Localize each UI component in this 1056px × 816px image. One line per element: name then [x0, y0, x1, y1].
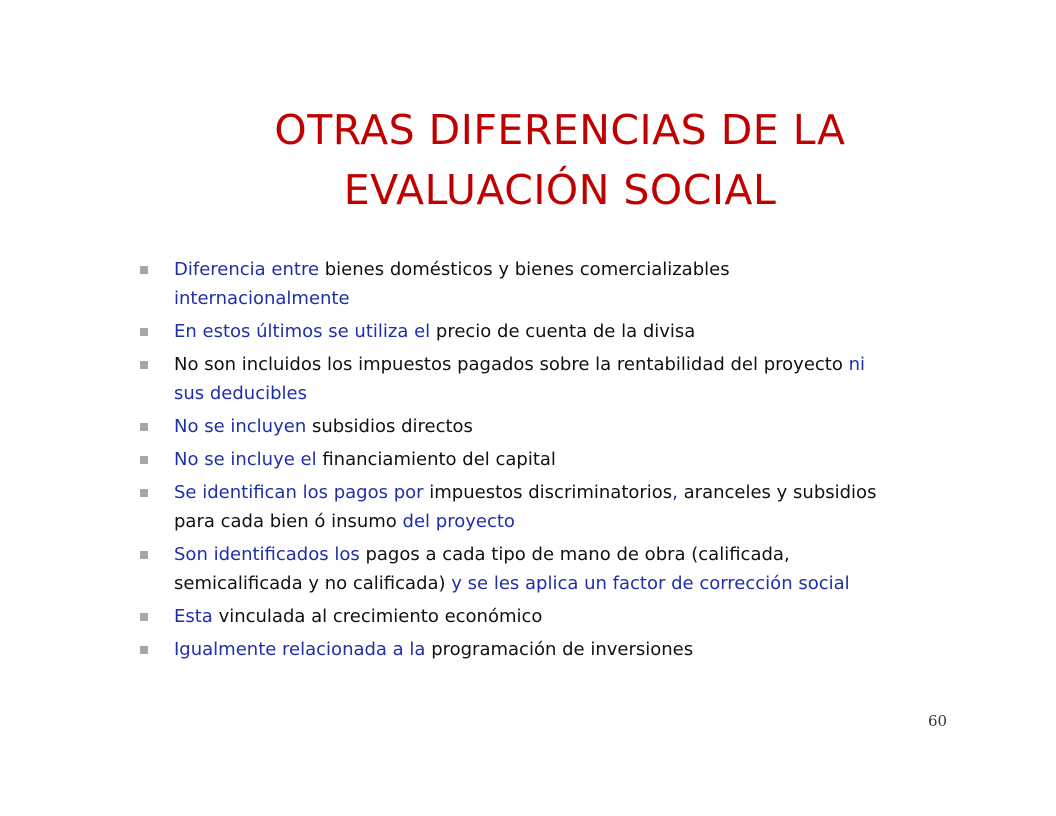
body-text: aranceles y subsidios para cada bien ó insumo [174, 482, 877, 532]
bullet-item [140, 478, 900, 536]
bullet-item [140, 412, 900, 441]
square-bullet-icon [140, 361, 148, 369]
body-text: subsidios directos [306, 416, 473, 437]
bullet-item [140, 635, 900, 664]
body-text: financiamiento del capital [316, 449, 556, 470]
highlighted-text: Se identifican los pagos por [174, 482, 424, 503]
body-text: vinculada al crecimiento económico [212, 606, 543, 627]
title-line-1: OTRAS DIFERENCIAS DE LA [274, 106, 846, 154]
body-text: programación de inversiones [425, 639, 694, 660]
highlighted-text: Esta [174, 606, 213, 627]
square-bullet-icon [140, 266, 148, 274]
body-text: precio de cuenta de la divisa [430, 321, 696, 342]
page-number: 60 [928, 712, 948, 730]
highlighted-text: Diferencia entre [174, 259, 320, 280]
highlighted-text: Son identificados los [174, 544, 360, 565]
highlighted-text: Igualmente relacionada a la [174, 639, 426, 660]
square-bullet-icon [140, 551, 148, 559]
highlighted-text: , [672, 482, 678, 503]
square-bullet-icon [140, 456, 148, 464]
bullet-item [140, 317, 900, 346]
highlighted-text: No se incluye el [174, 449, 317, 470]
square-bullet-icon [140, 423, 148, 431]
square-bullet-icon [140, 646, 148, 654]
highlighted-text: internacionalmente [174, 288, 350, 309]
highlighted-text: del proyecto [402, 511, 515, 532]
square-bullet-icon [140, 613, 148, 621]
bullet-item [140, 350, 900, 408]
bullet-item [140, 602, 900, 631]
square-bullet-icon [140, 489, 148, 497]
slide-title [120, 100, 1000, 220]
body-text: No son incluidos los impuestos pagados sobre la rentabilidad del proyecto [174, 354, 849, 375]
highlighted-text: En estos últimos se utiliza el [174, 321, 431, 342]
body-text: bienes domésticos y bienes comercializables [319, 259, 730, 280]
body-text: impuestos discriminatorios [423, 482, 673, 503]
highlighted-text: ni sus deducibles [174, 354, 866, 404]
bullet-item [140, 445, 900, 474]
bullet-list [140, 255, 900, 668]
highlighted-text: y se les aplica un factor de corrección social [445, 573, 850, 594]
highlighted-text: No se incluyen [174, 416, 307, 437]
body-text: pagos a cada tipo de mano de obra (calificada, semicalificada y no calificada) [174, 544, 790, 594]
bullet-item [140, 255, 900, 313]
title-line-2: EVALUACIÓN SOCIAL [343, 166, 777, 214]
bullet-item [140, 540, 900, 598]
square-bullet-icon [140, 328, 148, 336]
